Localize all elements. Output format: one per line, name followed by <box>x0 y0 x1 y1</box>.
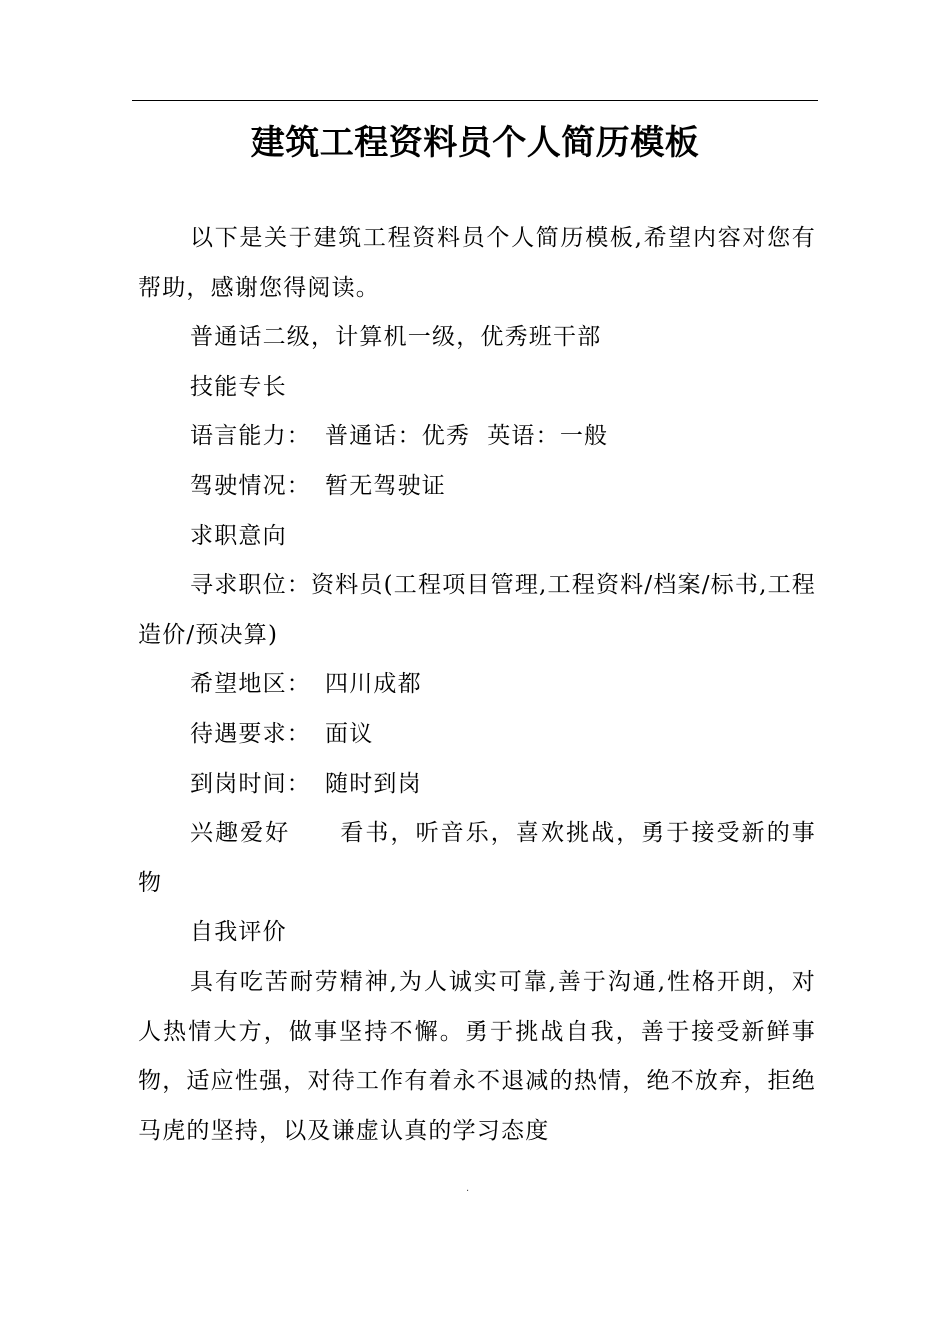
intent-heading: 求职意向 <box>190 522 287 549</box>
position-line: 寻求职位：资料员(工程项目管理,工程资料/档案/标书,工程造价/预决算) <box>138 572 816 648</box>
skills-heading: 技能专长 <box>190 373 287 400</box>
language-value: 普通话：优秀 英语：一般 <box>325 423 609 450</box>
salary-line <box>138 710 816 760</box>
salary-label: 待遇要求： <box>190 720 311 747</box>
self-eval-paragraph: 具有吃苦耐劳精神,为人诚实可靠,善于沟通,性格开朗，对人热情大方，做事坚持不懈。勇于挑战自我，善于接受新鲜事物，适应性强，对待工作有着永不退减的热情，绝不放弃，拒绝马虎的坚持，以及谦虚认真的学习态度 <box>138 968 816 1144</box>
start-time-line <box>138 760 816 810</box>
hobbies-label: 兴趣爱好 <box>190 820 291 847</box>
driving-line <box>138 462 816 512</box>
driving-label: 驾驶情况： <box>190 472 311 499</box>
footer-mark: . <box>466 1183 470 1194</box>
document-title: 建筑工程资料员个人简历模板 <box>250 123 700 163</box>
intro-paragraph: 以下是关于建筑工程资料员个人简历模板,希望内容对您有帮助，感谢您得阅读。 <box>138 225 816 301</box>
language-label: 语言能力： <box>190 423 311 450</box>
start-time-label: 到岗时间： <box>190 770 311 797</box>
certificates-line: 普通话二级，计算机一级，优秀班干部 <box>190 324 602 351</box>
driving-value: 暂无驾驶证 <box>325 472 446 499</box>
region-value: 四川成都 <box>325 671 422 698</box>
salary-value: 面议 <box>325 720 374 747</box>
hobbies-line <box>138 809 816 908</box>
hobbies-value: 看书，听音乐，喜欢挑战，勇于接受新的事物 <box>138 820 816 896</box>
region-line <box>138 660 816 710</box>
document-body <box>138 214 816 1156</box>
region-label: 希望地区： <box>190 671 311 698</box>
language-line <box>138 412 816 462</box>
header-rule <box>132 100 818 101</box>
start-time-value: 随时到岗 <box>325 770 422 797</box>
self-eval-heading: 自我评价 <box>190 919 287 946</box>
